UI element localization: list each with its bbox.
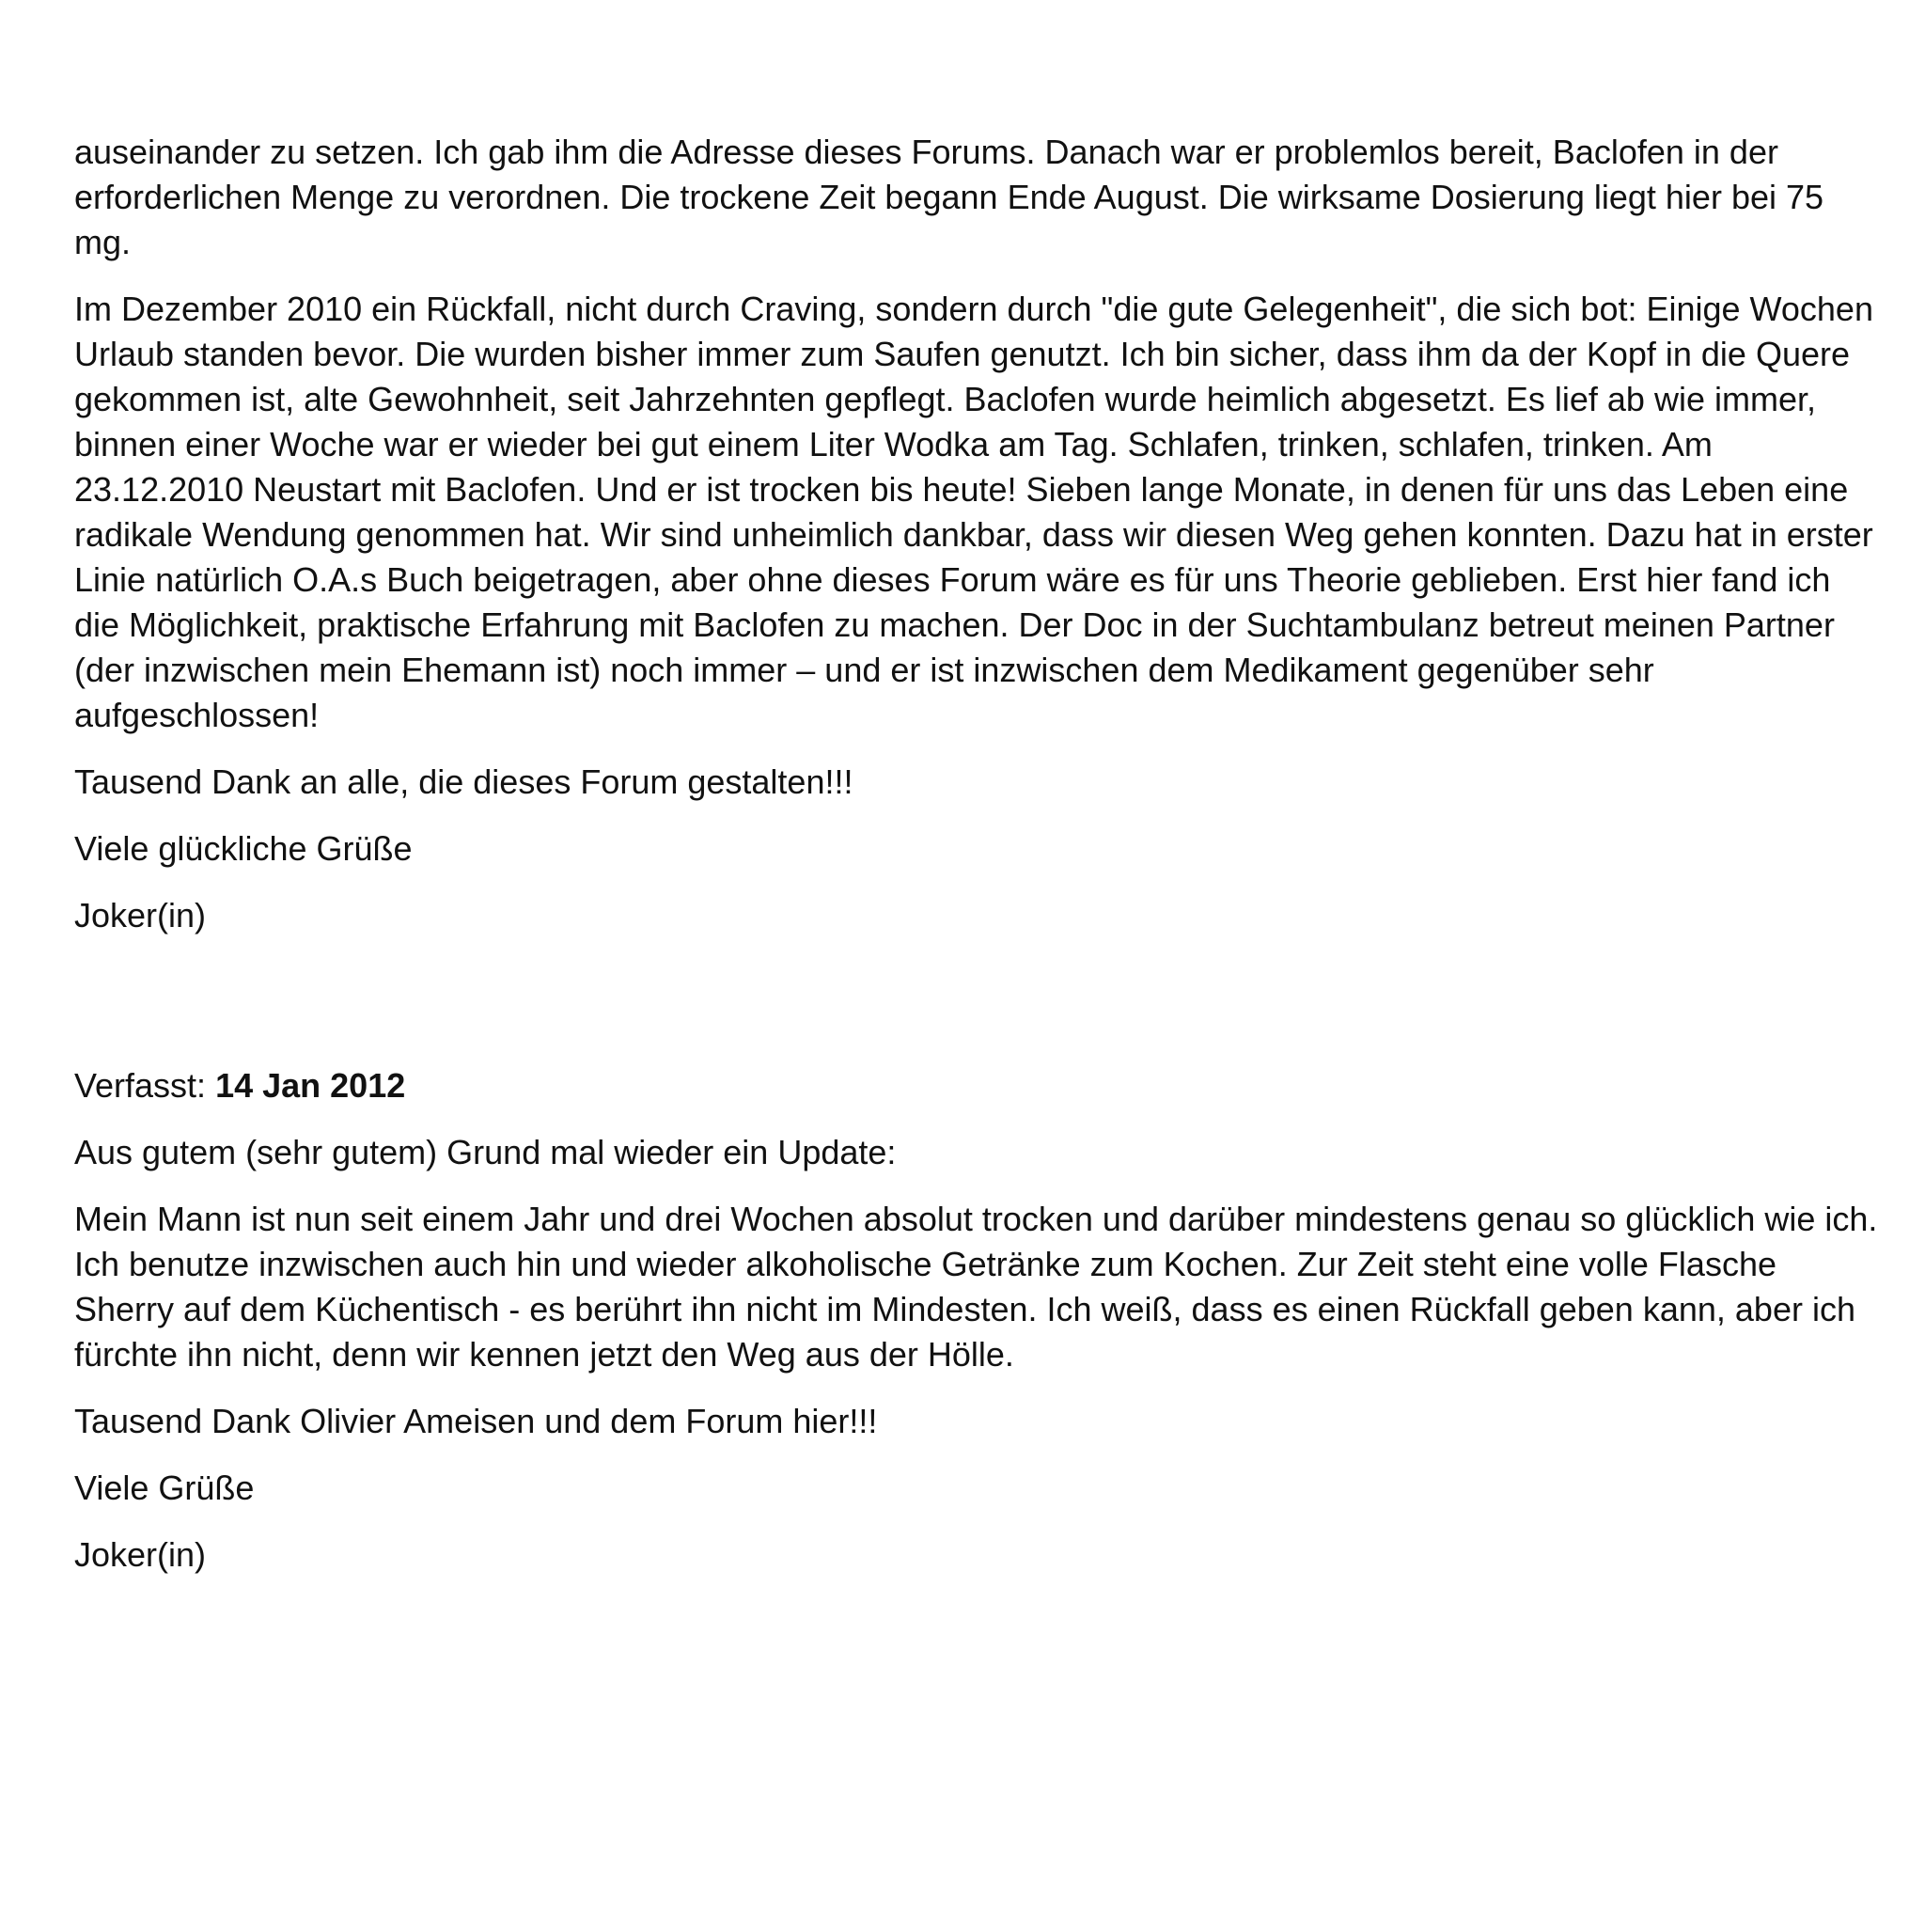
post-date-line: [74, 1063, 1879, 1108]
post2-paragraph: Mein Mann ist nun seit einem Jahr und drei Wochen absolut trocken und darüber mindestens genau so glücklich wie ich. Ich benutze inzwischen auch hin und wieder alkoholische Getränke zum Kochen. Zur Zeit steht eine volle Flasche Sherry auf dem Küchentisch - es berührt ihn nicht im Mindesten. Ich weiß, dass es einen Rückfall geben kann, aber ich fürchte ihn nicht, denn wir kennen jetzt den Weg aus der Hölle.: [74, 1200, 1878, 1374]
post2-intro: Aus gutem (sehr gutem) Grund mal wieder ein Update:: [74, 1133, 897, 1171]
post1-paragraph-2: Im Dezember 2010 ein Rückfall, nicht durch Craving, sondern durch "die gute Gelegenheit", die sich bot: Einige Wochen Urlaub standen bevor. Die wurden bisher immer zum Saufen genutzt. Ich bin sicher, dass ihm da der Kopf in die Quere gekommen ist, alte Gewohnheit, seit Jahrzehnten gepflegt. Baclofen wurde heimlich abgesetzt. Es lief ab wie immer, binnen einer Woche war er wieder bei gut einem Liter Wodka am Tag. Schlafen, trinken, schlafen, trinken. Am 23.12.2010 Neustart mit Baclofen. Und er ist trocken bis heute! Sieben lange Monate, in denen für uns das Leben eine radikale Wendung genommen hat. Wir sind unheimlich dankbar, dass wir diesen Weg gehen konnten. Dazu hat in erster Linie natürlich O.A.s Buch beigetragen, aber ohne dieses Forum wäre es für uns Theorie geblieben. Erst hier fand ich die Möglichkeit, praktische Erfahrung mit Baclofen zu machen. Der Doc in der Suchtambulanz betreut meinen Partner (der inzwischen mein Ehemann ist) noch immer – und er ist inzwischen dem Medikament gegenüber sehr aufgeschlossen!: [74, 290, 1873, 734]
forum-post-2: [74, 1063, 1879, 1578]
post1-signature: Joker(in): [74, 896, 207, 935]
post-date-value: 14 Jan 2012: [215, 1066, 406, 1105]
post1-greeting: Viele glückliche Grüße: [74, 829, 413, 868]
document-page: [74, 130, 1879, 1599]
post1-paragraph-1: auseinander zu setzen. Ich gab ihm die Adresse dieses Forums. Danach war er problemlos bereit, Baclofen in der erforderlichen Menge zu verordnen. Die trockene Zeit begann Ende August. Die wirksame Dosierung liegt hier bei 75 mg.: [74, 133, 1824, 261]
post2-greeting: Viele Grüße: [74, 1469, 255, 1507]
post-separator: [74, 960, 1879, 1063]
post2-signature: Joker(in): [74, 1535, 207, 1574]
post-date-label: Verfasst:: [74, 1066, 216, 1105]
forum-post-1: [74, 130, 1879, 938]
post1-thanks: Tausend Dank an alle, die dieses Forum gestalten!!!: [74, 762, 853, 801]
post2-thanks: Tausend Dank Olivier Ameisen und dem Forum hier!!!: [74, 1402, 878, 1440]
